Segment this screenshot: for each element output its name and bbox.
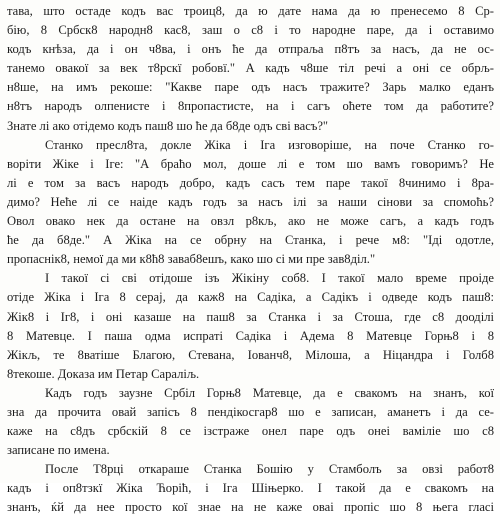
text-line: знанъ, ќй да нее просто кої знае на не каже оваi пропiс шо 8 њега гласi: [7, 500, 494, 515]
text-line: 8 Матевце. I паша одма испратi Садiка i Адема 8 Матевце Горњ8 i 8: [7, 328, 494, 343]
text-line: димо? Неће лi се наiде кадъ годъ за насъ iлi за наши сiнови за спомоћь?: [7, 194, 494, 209]
text-line: н8тъ народъ олпенисте i 8пропастисте, на i сагъ оћете том да работите?: [7, 99, 494, 114]
text-line: бiю, 8 Србск8 народн8 кас8, заш о с8 i то народне паре, да i оставимо: [7, 23, 494, 38]
text-line: н8ше, на имъ рекоше: "Какве паре одъ насъ тражите? Зарь малко еданъ: [7, 80, 494, 95]
text-line: 8текоше. Доказа им Петар Саралiљ.: [7, 366, 200, 381]
text-line: кадъ i оп8тзкї Жiка Ћорiћ, i Iга Шiњерко. I такой да е свакомъ на: [7, 481, 494, 496]
text-line: Овол овако нек да остане на овзл р8кљ, ако не може сагъ, а кадъ годъ: [7, 214, 494, 229]
text-line: лi е том за васъ народъ добро, кадъ сасъ тем паре такої 8чинимо i 8ра-: [7, 175, 494, 190]
text-line: I такої сi свi отiдоше iзъ Жiкiну соб8. I такої мало време проiде: [45, 271, 494, 286]
text-line: Кадъ годъ заузне Србiл Горњ8 Матевце, да е свакомъ на знанъ, кої: [45, 385, 494, 400]
text-line: Станко пресл8та, докле Жiка i Iга изговорiше, на поче Станко го-: [45, 137, 494, 152]
text-line: танемо овакої за век т8рскї робовї." А кадъ ч8ше тiл речi а онi се обрљ-: [7, 61, 494, 76]
text-line: зна да прочита овай запiсъ 8 пендiкосгар8 шо е записан, аманетъ i да се-: [7, 404, 494, 419]
text-line: ће да б8де." А Жiка на се обрну на Станка, i рече м8: "Iдi одотле,: [7, 233, 494, 248]
text-line: кодъ кнѣза, да i он ч8ва, i онъ ће да отпраља п8тъ за насъ, да не ос-: [7, 42, 494, 57]
text-line: каже на с8дъ србскiй 8 се iзстраже онел паре одъ онеi вамiлiе шо с8: [7, 424, 494, 439]
text-line: записане по имена.: [7, 443, 110, 458]
text-line: Жiк8 i Iг8, i онi казаше на паш8 за Станка i за Стоша, где с8 доодiлi: [7, 309, 494, 324]
text-line: После Т8рцi откараше Станка Бошiю у Стамболъ за овзi работ8: [45, 462, 494, 477]
document-text: [7, 2, 494, 518]
text-line: Знате лi ако отiдемо кодъ паш8 шо ће да б8де одъ свi васъ?": [7, 118, 329, 133]
text-line: пропаснiк8, немої да ми к8ћ8 заваб8ешъ, како шо сi ми пре зав8дiл.": [7, 252, 376, 267]
text-line: тава, што остаде кодъ вас троиц8, да ю дате нама да ю пренесемо 8 Ср-: [7, 4, 494, 18]
text-line: отiде Жiка i Iга 8 серај, да каж8 на Садiка, а Садiкъ i одведе кодъ паш8:: [7, 290, 494, 305]
text-line: ворiти Жiке i Iге: "А браћо мол, доше лi е том шо вамъ говоримъ? Не: [7, 156, 494, 171]
text-line: Жiкљ, те 8ватiше Благою, Стевана, Iованч8, Мiлоша, а Нiцандра i Голб8: [7, 347, 494, 362]
